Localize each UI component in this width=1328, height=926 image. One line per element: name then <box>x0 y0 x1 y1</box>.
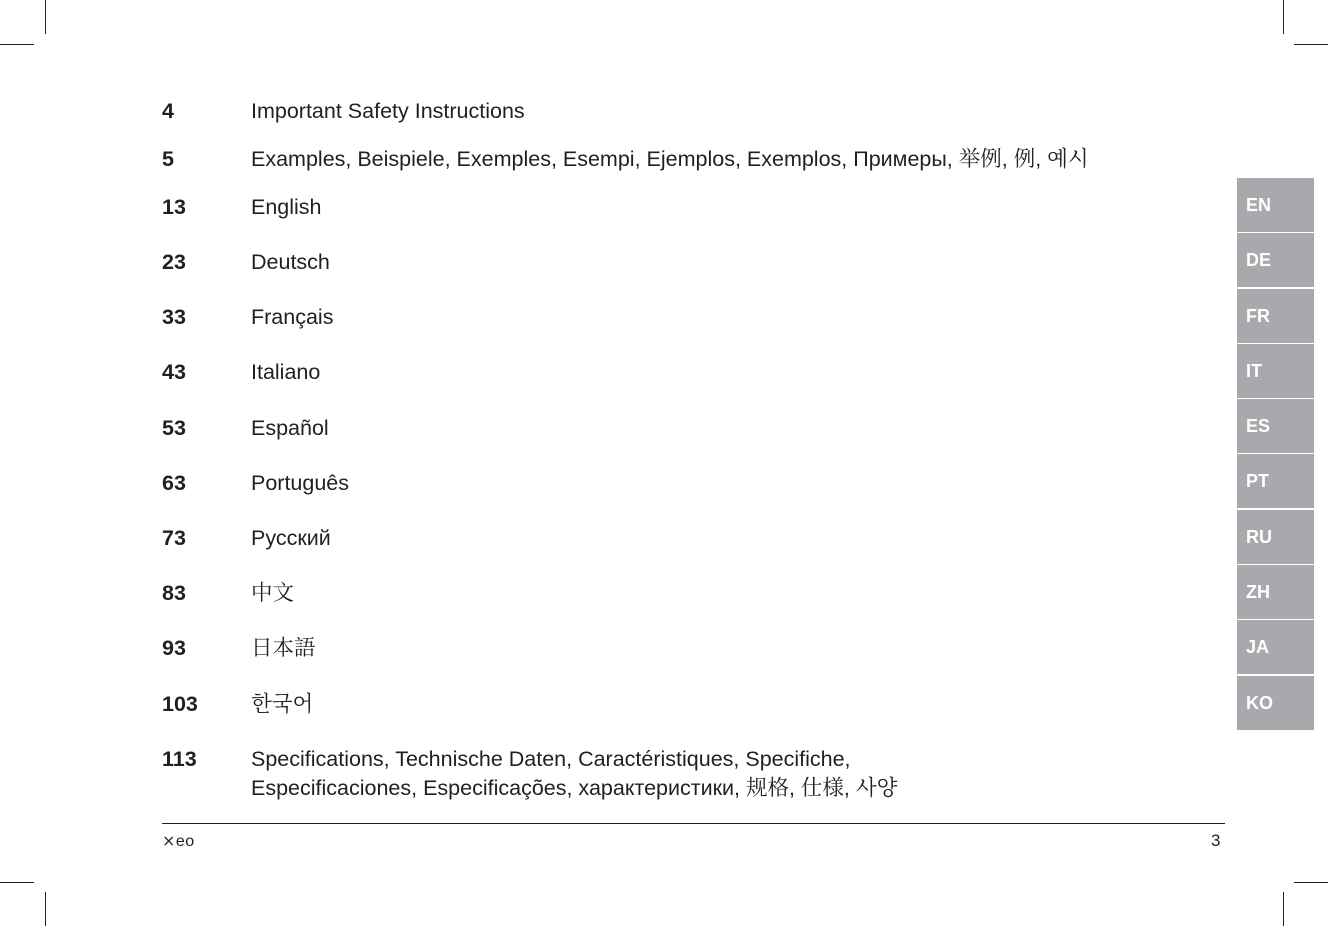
toc-title: Important Safety Instructions <box>251 99 525 123</box>
toc-page-number: 13 <box>162 195 186 219</box>
crop-mark <box>1283 0 1284 34</box>
toc-title: Français <box>251 305 334 329</box>
toc-title: 中文 <box>251 581 295 605</box>
toc-title-line2: Especificaciones, Especificações, характеристики, 规格, 仕様, 사양 <box>251 776 898 800</box>
crop-mark <box>45 0 46 34</box>
toc-page-number: 103 <box>162 692 198 716</box>
toc-page-number: 113 <box>162 747 197 771</box>
tab-fr[interactable]: FR <box>1237 289 1314 343</box>
crop-mark <box>0 44 34 45</box>
toc-title: Italiano <box>251 360 321 384</box>
crop-mark <box>1294 44 1328 45</box>
crop-mark <box>45 892 46 926</box>
toc-page-number: 33 <box>162 305 186 329</box>
footer-divider <box>162 823 1225 824</box>
toc-page-number: 43 <box>162 360 186 384</box>
toc-title: Español <box>251 416 329 440</box>
brand-logo: ⨯eo <box>162 833 195 850</box>
tab-ru[interactable]: RU <box>1237 510 1314 564</box>
tab-es[interactable]: ES <box>1237 399 1314 453</box>
toc-title: English <box>251 195 322 219</box>
toc-title: Deutsch <box>251 250 330 274</box>
tab-it[interactable]: IT <box>1237 344 1314 398</box>
toc-page-number: 73 <box>162 526 186 550</box>
tab-ko[interactable]: KO <box>1237 676 1314 730</box>
toc-title: 한국어 <box>251 692 314 716</box>
crop-mark <box>1294 882 1328 883</box>
language-tab-strip <box>1237 178 1314 731</box>
toc-page-number: 63 <box>162 471 186 495</box>
toc-title: 日本語 <box>251 636 316 660</box>
toc-page-number: 23 <box>162 250 186 274</box>
toc-title: Examples, Beispiele, Exemples, Esempi, Ejemplos, Exemplos, Примеры, 举例, 例, 예시 <box>251 147 1089 171</box>
toc-page-number: 4 <box>162 99 174 123</box>
tab-en[interactable]: EN <box>1237 178 1314 232</box>
page-number: 3 <box>1211 831 1221 850</box>
toc-page-number: 5 <box>162 147 174 171</box>
crop-mark <box>0 882 34 883</box>
toc-page-number: 53 <box>162 416 186 440</box>
tab-de[interactable]: DE <box>1237 233 1314 287</box>
toc-page-number: 83 <box>162 581 186 605</box>
tab-ja[interactable]: JA <box>1237 620 1314 674</box>
toc-title: Русский <box>251 526 331 550</box>
tab-pt[interactable]: PT <box>1237 454 1314 508</box>
toc-title: Specifications, Technische Daten, Caractéristiques, Specifiche, <box>251 747 851 771</box>
tab-zh[interactable]: ZH <box>1237 565 1314 619</box>
toc-page-number: 93 <box>162 636 186 660</box>
crop-mark <box>1283 892 1284 926</box>
toc-title: Português <box>251 471 350 495</box>
